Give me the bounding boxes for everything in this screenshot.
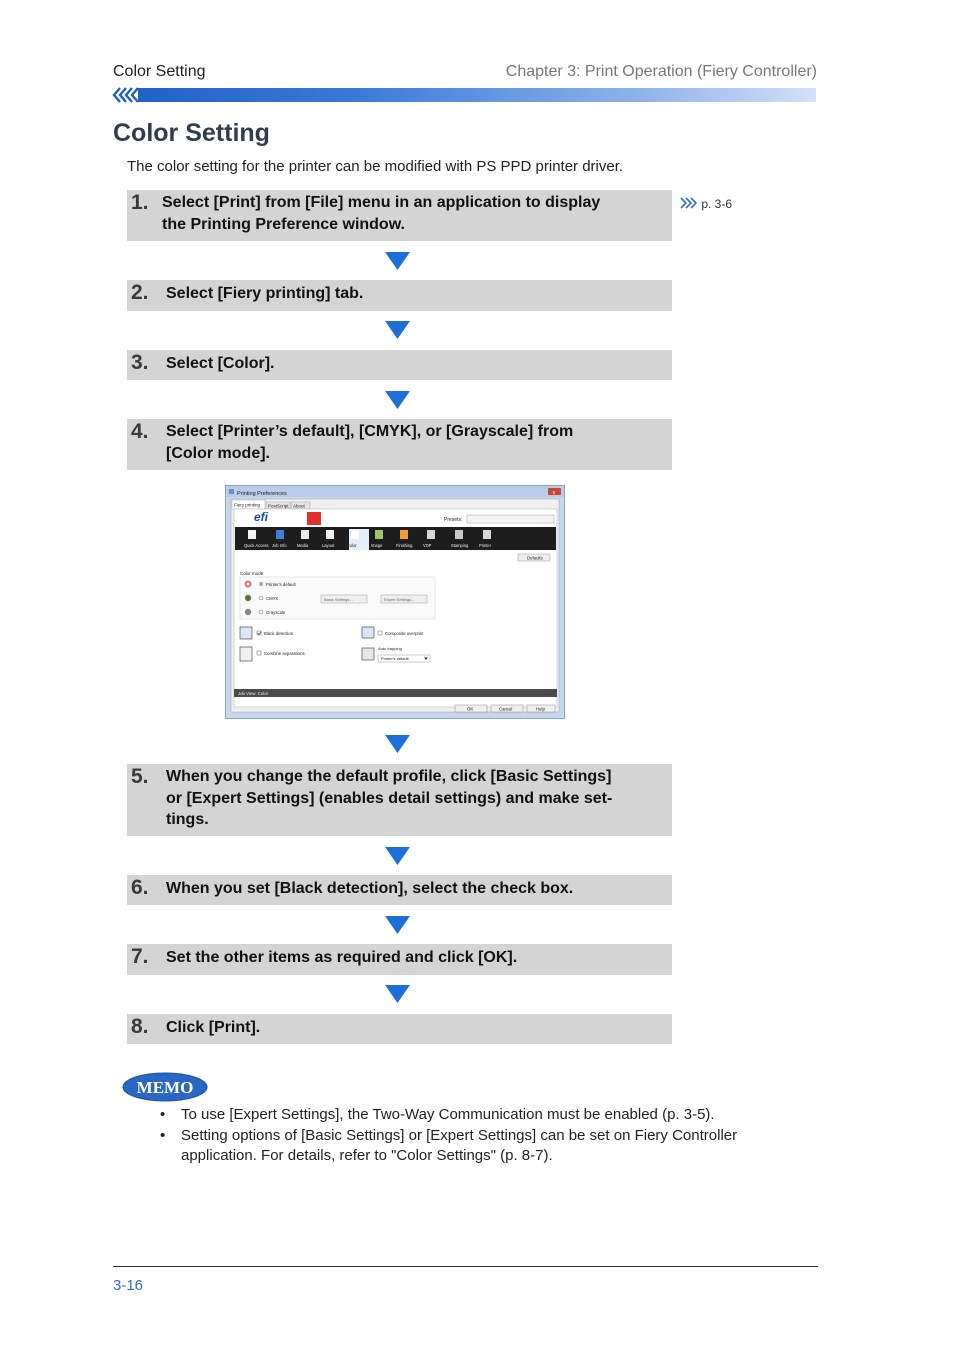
step-text: Select [Print] from [File] menu in an application to display the Printing Preference window. xyxy=(162,194,601,233)
svg-text:x: x xyxy=(552,490,556,496)
toolbar-color-icon[interactable] xyxy=(351,530,359,539)
step-number: 6. xyxy=(131,876,149,899)
page-title: Color Setting xyxy=(113,119,270,147)
step-number: 7. xyxy=(131,945,149,968)
toolbar-printer-icon[interactable] xyxy=(483,530,491,539)
step-text: Select [Color]. xyxy=(166,355,275,372)
step-8 xyxy=(127,1014,672,1044)
svg-text:Color mode: Color mode xyxy=(240,571,264,576)
toolbar-label: Media xyxy=(297,543,309,548)
step-text: Click [Print]. xyxy=(166,1019,261,1036)
dialog-title: Printing Preferences xyxy=(237,491,287,497)
toolbar-label: Stamping xyxy=(451,543,469,548)
step-number: 2. xyxy=(131,281,149,304)
step-2 xyxy=(127,280,672,311)
toolbar-media-icon[interactable] xyxy=(301,530,309,539)
step-7 xyxy=(127,944,672,975)
toolbar-quick-access-icon[interactable] xyxy=(248,530,256,539)
svg-text:Composite overprint: Composite overprint xyxy=(385,631,424,636)
step-5 xyxy=(127,764,672,836)
svg-text:Combine separations: Combine separations xyxy=(264,651,305,656)
svg-text:MEMO: MEMO xyxy=(136,1078,194,1097)
page-number: 3-16 xyxy=(113,1277,144,1294)
printing-preferences-screenshot xyxy=(225,485,565,719)
toolbar-image-icon[interactable] xyxy=(375,530,383,539)
toolbar-stamping-icon[interactable] xyxy=(455,530,463,539)
combine-separations-checkbox[interactable] xyxy=(257,651,261,655)
step-number: 5. xyxy=(131,765,149,788)
toolbar-label: Layout xyxy=(322,543,335,548)
step-number: 8. xyxy=(131,1015,149,1038)
footer-rule xyxy=(113,1266,818,1267)
down-arrow-icon xyxy=(385,916,410,934)
toolbar-finishing-icon[interactable] xyxy=(400,530,408,539)
svg-text:Presets:: Presets: xyxy=(444,517,463,523)
bullet-icon: • xyxy=(160,1106,166,1123)
reference-arrows-icon xyxy=(680,197,698,209)
svg-text:Auto trapping: Auto trapping xyxy=(378,646,402,651)
step-1 xyxy=(127,190,672,241)
step-6 xyxy=(127,875,672,905)
toolbar-vdp-icon[interactable] xyxy=(427,530,435,539)
svg-text:Grayscale: Grayscale xyxy=(266,610,286,615)
svg-text:PostScript: PostScript xyxy=(268,503,289,509)
toolbar-label: Image xyxy=(371,543,383,548)
down-arrow-icon xyxy=(385,735,410,753)
toolbar-label: Finishing xyxy=(396,543,413,548)
efi-logo: efi xyxy=(254,510,269,524)
svg-text:Fiery printing: Fiery printing xyxy=(234,502,261,508)
toolbar-job-info-icon[interactable] xyxy=(276,530,284,539)
toolbar-label: VDP xyxy=(423,543,432,548)
step-number: 3. xyxy=(131,351,149,374)
header-bar xyxy=(113,88,816,102)
svg-text:Printer's default: Printer's default xyxy=(266,582,296,587)
presets-select[interactable] xyxy=(467,515,554,523)
step-3 xyxy=(127,350,672,380)
toolbar-label: Color xyxy=(347,543,357,548)
svg-text:Printer's default: Printer's default xyxy=(381,656,409,661)
svg-text:Cancel: Cancel xyxy=(499,706,513,712)
toolbar-label: Quick Access xyxy=(244,543,269,548)
step-number: 4. xyxy=(131,420,149,443)
bullet-icon: • xyxy=(160,1127,166,1144)
page-reference[interactable]: p. 3-6 xyxy=(680,197,732,211)
svg-text:CMYK: CMYK xyxy=(266,596,279,601)
intro-text: The color setting for the printer can be modified with PS PPD printer driver. xyxy=(127,158,624,175)
composite-overprint-checkbox[interactable] xyxy=(378,631,382,635)
header-chapter-title: Chapter 3: Print Operation (Fiery Controller) xyxy=(505,63,817,80)
down-arrow-icon xyxy=(385,391,410,409)
down-arrow-icon xyxy=(385,847,410,865)
step-4 xyxy=(127,419,672,470)
step-text: When you change the default profile, click [Basic Settings] or [Expert Settings] (enables detail settings) and make set- tings. xyxy=(166,768,613,828)
step-number: 1. xyxy=(131,191,149,214)
svg-text:Black detection: Black detection xyxy=(264,631,294,636)
toolbar-layout-icon[interactable] xyxy=(326,530,334,539)
svg-text:Defaults: Defaults xyxy=(527,555,543,561)
svg-text:About: About xyxy=(293,503,305,509)
toolbar-label: Printer xyxy=(479,543,492,548)
job-view-bar[interactable] xyxy=(234,689,557,697)
down-arrow-icon xyxy=(385,252,410,270)
svg-text:OK: OK xyxy=(467,706,474,712)
svg-text:Help: Help xyxy=(536,706,545,712)
step-text: Set the other items as required and click [OK]. xyxy=(166,949,518,966)
svg-text:Job View: Color: Job View: Color xyxy=(238,691,269,696)
header-chevrons-icon xyxy=(112,87,138,103)
svg-text:Expert Settings...: Expert Settings... xyxy=(384,597,415,602)
step-text: Select [Printer’s default], [CMYK], or [Grayscale] from [Color mode]. xyxy=(166,423,574,462)
svg-text:Basic Settings...: Basic Settings... xyxy=(324,597,353,602)
toolbar-label: Job Info xyxy=(272,543,287,548)
header-section-title: Color Setting xyxy=(113,63,206,80)
down-arrow-icon xyxy=(385,985,410,1003)
step-text: When you set [Black detection], select the check box. xyxy=(166,880,574,897)
memo-badge-icon xyxy=(122,1072,208,1102)
down-arrow-icon xyxy=(385,321,410,339)
step-text: Select [Fiery printing] tab. xyxy=(166,285,364,302)
